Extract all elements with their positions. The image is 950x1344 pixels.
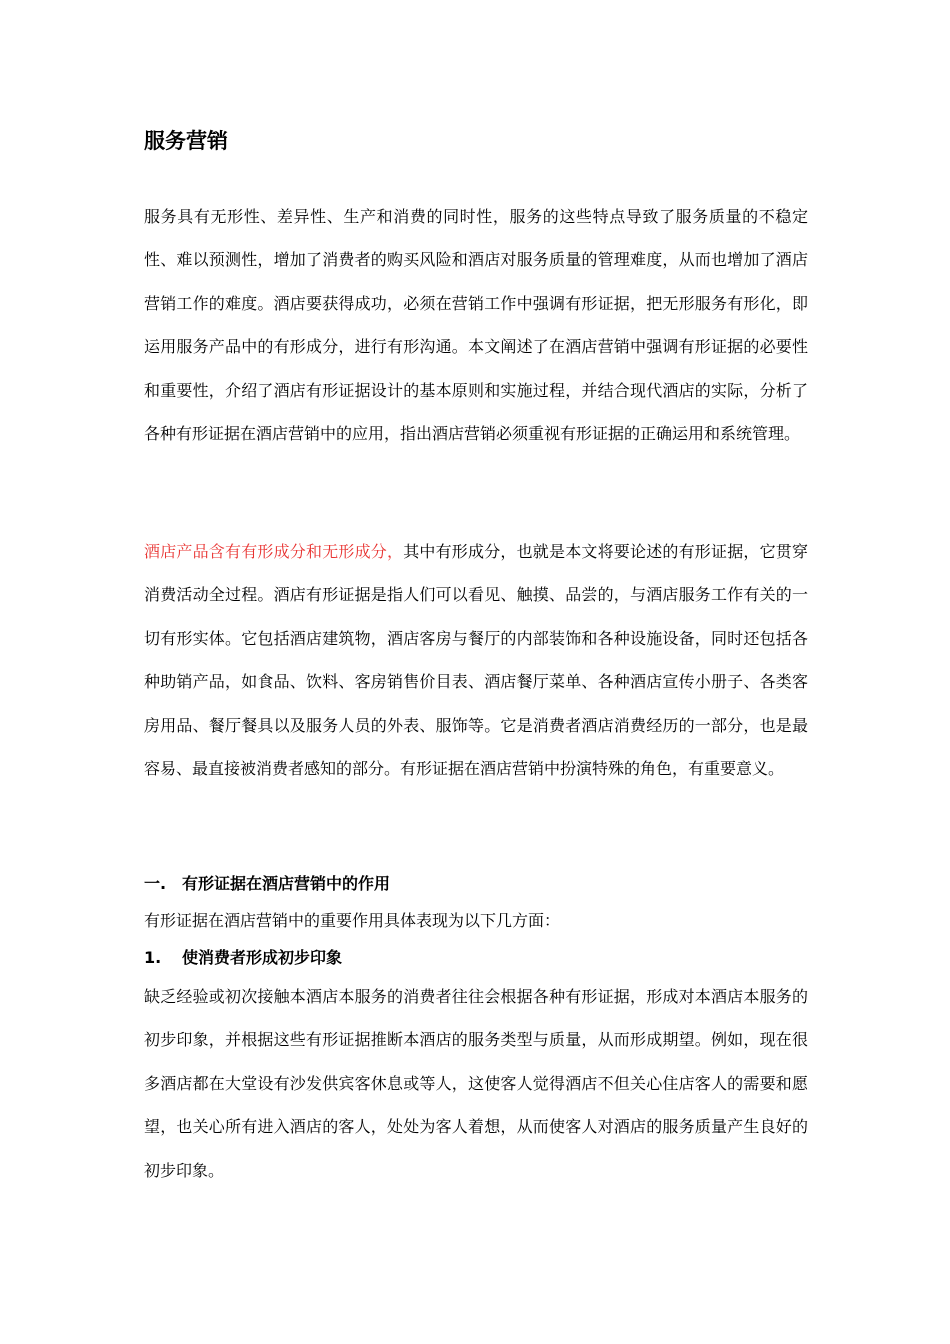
abstract-paragraph: 服务具有无形性、差异性、生产和消费的同时性，服务的这些特点导致了服务质量的不稳定性、难以预测性，增加了消费者的购买风险和酒店对服务质量的管理难度，从而也增加了酒店营销工作的难度。酒店要获得成功，必须在营销工作中强调有形证据，把无形服务有形化，即运用服务产品中的有形成分，进行有形沟通。本文阐述了在酒店营销中强调有形证据的必要性和重要性，介绍了酒店有形证据设计的基本原则和实施过程，并结合现代酒店的实际，分析了各种有形证据在酒店营销中的应用，指出酒店营销必须重视有形证据的正确运用和系统管理。: [144, 207, 808, 444]
highlighted-text: 酒店产品含有有形成分和无形成分，: [144, 542, 404, 561]
subsection-title: 使消费者形成初步印象: [182, 948, 343, 967]
subsection-heading: [144, 946, 342, 970]
section-intro: 有形证据在酒店营销中的重要作用具体表现为以下几方面：: [144, 911, 561, 930]
body-paragraph-1-text: 其中有形成分，也就是本文将要论述的有形证据，它贯穿消费活动全过程。酒店有形证据是指人们可以看见、触摸、品尝的，与酒店服务工作有关的一切有形实体。它包括酒店建筑物，酒店客房与餐厅的内部装饰和各种设施设备，同时还包括各种助销产品，如食品、饮料、客房销售价目表、酒店餐厅菜单、各种酒店宣传小册子、各类客房用品、餐厅餐具以及服务人员的外表、服饰等。它是消费者酒店消费经历的一部分，也是最容易、最直接被消费者感知的部分。有形证据在酒店营销中扮演特殊的角色，有重要意义。: [144, 542, 808, 779]
body-paragraph-2: 缺乏经验或初次接触本酒店本服务的消费者往往会根据各种有形证据，形成对本酒店本服务的初步印象，并根据这些有形证据推断本酒店的服务类型与质量，从而形成期望。例如，现在很多酒店都在大堂设有沙发供宾客休息或等人，这使客人觉得酒店不但关心住店客人的需要和愿望，也关心所有进入酒店的客人，处处为客人着想，从而使客人对酒店的服务质量产生良好的初步印象。: [144, 987, 808, 1180]
section-title: 有形证据在酒店营销中的作用: [182, 874, 391, 893]
body-paragraph-1: [144, 530, 808, 790]
section-heading: [144, 872, 390, 896]
section-number: 一.: [144, 874, 167, 893]
document-title: 服务营销: [144, 129, 228, 153]
subsection-number: 1.: [144, 948, 162, 967]
